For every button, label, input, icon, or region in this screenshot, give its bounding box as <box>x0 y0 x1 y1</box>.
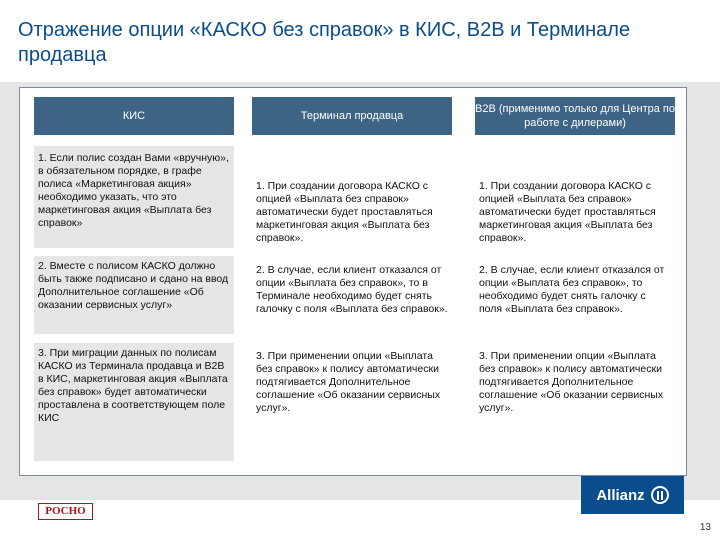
terminal-cell-2: 2. В случае, если клиент отказался от опции «Выплата без справок», то в Терминале необходимо будет снять галочку с поля «Выплата без справок». <box>256 264 448 315</box>
b2b-cell-1: 1. При создании договора КАСКО с опцией «Выплата без справок» автоматически будет проставляться маркетинговая акция «Выплата без справок». <box>479 180 656 244</box>
column-header-b2b: B2B (применимо только для Центра по работе с дилерами) <box>475 97 675 135</box>
column-header-kis: КИС <box>34 97 234 135</box>
terminal-cell-1: 1. При создании договора КАСКО с опцией «Выплата без справок» автоматически будет проставляться маркетинговая акция «Выплата без справок». <box>256 180 433 244</box>
kis-cell-2: 2. Вместе с полисом КАСКО должно быть также подписано и сдано на ввод Дополнительное соглашение «Об оказании сервисных услуг» <box>34 256 234 334</box>
b2b-cell-3: 3. При применении опции «Выплата без справок» к полису автоматически подтягивается Дополнительное соглашение «Об оказании сервисных услуг». <box>479 350 664 414</box>
page-number: 13 <box>699 522 711 533</box>
column-header-terminal: Терминал продавца <box>252 97 452 135</box>
allianz-wordmark: Allianz <box>596 486 645 504</box>
terminal-cell-3: 3. При применении опции «Выплата без справок» к полису автоматически подтягивается Дополнительное соглашение «Об оказании сервисных услуг». <box>256 350 441 414</box>
rosno-logo: РОСНО <box>38 503 93 520</box>
kis-cell-1: 1. Если полис создан Вами «вручную», в обязательном порядке, в графе полиса «Маркетинговая акция» необходимо указать, что это маркетинговая акция «Выплата без справок» <box>34 146 234 248</box>
slide-title: Отражение опции «КАСКО без справок» в КИС, B2B и Терминале продавца <box>18 19 631 66</box>
kis-cell-3: 3. При миграции данных по полисам КАСКО из Терминала продавца и B2B в КИС, маркетинговая акция «Выплата без справок» будет автоматически проставлена в соответствующем поле КИС <box>34 343 234 461</box>
allianz-logo <box>581 476 684 514</box>
allianz-eagle-icon <box>651 486 669 504</box>
comparison-table <box>19 87 687 476</box>
b2b-cell-2: 2. В случае, если клиент отказался от опции «Выплата без справок», то необходимо будет снять галочку с поля «Выплата без справок». <box>479 264 665 315</box>
column-b2b <box>475 88 675 414</box>
column-terminal <box>252 88 452 414</box>
column-kis <box>34 88 234 424</box>
